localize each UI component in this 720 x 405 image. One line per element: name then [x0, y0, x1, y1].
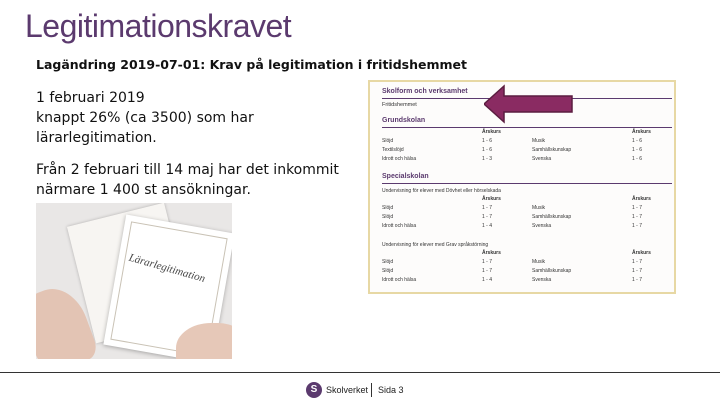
footer-org: Skolverket [326, 385, 369, 395]
form-section-specialskolan: Specialskolan [382, 173, 429, 180]
skolverket-logo-icon: S [306, 382, 322, 398]
form-cell: Samhällskunskap [532, 214, 572, 220]
form-cell: 1 - 6 [482, 138, 493, 144]
certificate-photo [36, 203, 232, 359]
col-header-arskurs: Årskurs [482, 250, 501, 256]
paragraph-1-line-1: 1 februari 2019 [36, 90, 145, 106]
form-cell: 1 - 7 [482, 268, 493, 274]
page-number: Sida 3 [378, 385, 404, 395]
form-cell: Slöjd [382, 138, 394, 144]
form-section-verksamhet: Skolform och verksamhet [382, 88, 468, 95]
footer-divider [0, 372, 720, 373]
col-header-arskurs: Årskurs [482, 129, 501, 135]
form-cell: Slöjd [382, 259, 394, 265]
form-cell: Idrott och hälsa [382, 223, 417, 229]
form-cell: Svenska [532, 277, 552, 283]
form-cell: 1 - 3 [482, 156, 493, 162]
form-cell: Svenska [532, 223, 552, 229]
col-header-arskurs: Årskurs [482, 196, 501, 202]
form-cell: 1 - 7 [482, 214, 493, 220]
col-header-arskurs: Årskurs [632, 250, 651, 256]
form-cell: 1 - 6 [632, 156, 643, 162]
form-cell: Svenska [532, 156, 552, 162]
form-cell: 1 - 6 [632, 138, 643, 144]
form-section-grundskolan: Grundskolan [382, 117, 426, 124]
slide-title: Legitimationskravet [25, 8, 292, 44]
form-cell: 1 - 6 [482, 147, 493, 153]
form-cell: Idrott och hälsa [382, 277, 417, 283]
form-cell: 1 - 7 [632, 205, 643, 211]
form-cell: Slöjd [382, 214, 394, 220]
form-cell: Musik [532, 259, 546, 265]
slide-subtitle: Lagändring 2019-07-01: Krav på legitimation i fritidshemmet [36, 57, 467, 72]
footer-separator [371, 383, 372, 397]
form-cell: 1 - 7 [632, 214, 643, 220]
form-cell: 1 - 4 [482, 223, 493, 229]
form-cell: Textilslöjd [382, 147, 404, 153]
form-cell: 1 - 7 [632, 259, 643, 265]
paragraph-2-line-2: närmare 1 400 st ansökningar. [36, 182, 251, 198]
form-cell: Slöjd [382, 205, 394, 211]
form-cell: Musik [532, 138, 546, 144]
form-cell: 1 - 7 [632, 223, 643, 229]
col-header-arskurs: Årskurs [632, 129, 651, 135]
form-cell: Musik [532, 205, 546, 211]
form-subsection-dovhet: Undervisning för elever med Dövhet eller hörselskada [382, 188, 501, 194]
form-cell: Slöjd [382, 268, 394, 274]
form-cell: Samhällskunskap [532, 268, 572, 274]
form-cell: 1 - 7 [482, 205, 493, 211]
form-cell: 1 - 7 [632, 277, 643, 283]
form-cell: Idrott och hälsa [382, 156, 417, 162]
form-cell: 1 - 4 [482, 277, 493, 283]
form-cell: 1 - 7 [632, 268, 643, 274]
form-rule [382, 127, 672, 128]
paragraph-1 [36, 88, 366, 148]
form-item-fritidshemmet: Fritidshemmet [382, 102, 417, 108]
paragraph-1-line-2: knappt 26% (ca 3500) som har lärarlegitimation. [36, 110, 254, 146]
paragraph-2 [36, 160, 366, 200]
form-cell: 1 - 7 [482, 259, 493, 265]
body-text [36, 88, 366, 212]
col-header-arskurs: Årskurs [632, 196, 651, 202]
certificate-title: Lärarlegitimation [127, 251, 207, 285]
arrow-icon [484, 84, 574, 124]
form-cell: 1 - 6 [632, 147, 643, 153]
form-subsection-sprakstorning: Undervisning för elever med Grav språkstörning [382, 242, 489, 248]
paragraph-2-line-1: Från 2 februari till 14 maj har det inkommit [36, 162, 339, 178]
form-rule [382, 183, 672, 184]
form-cell: Samhällskunskap [532, 147, 572, 153]
